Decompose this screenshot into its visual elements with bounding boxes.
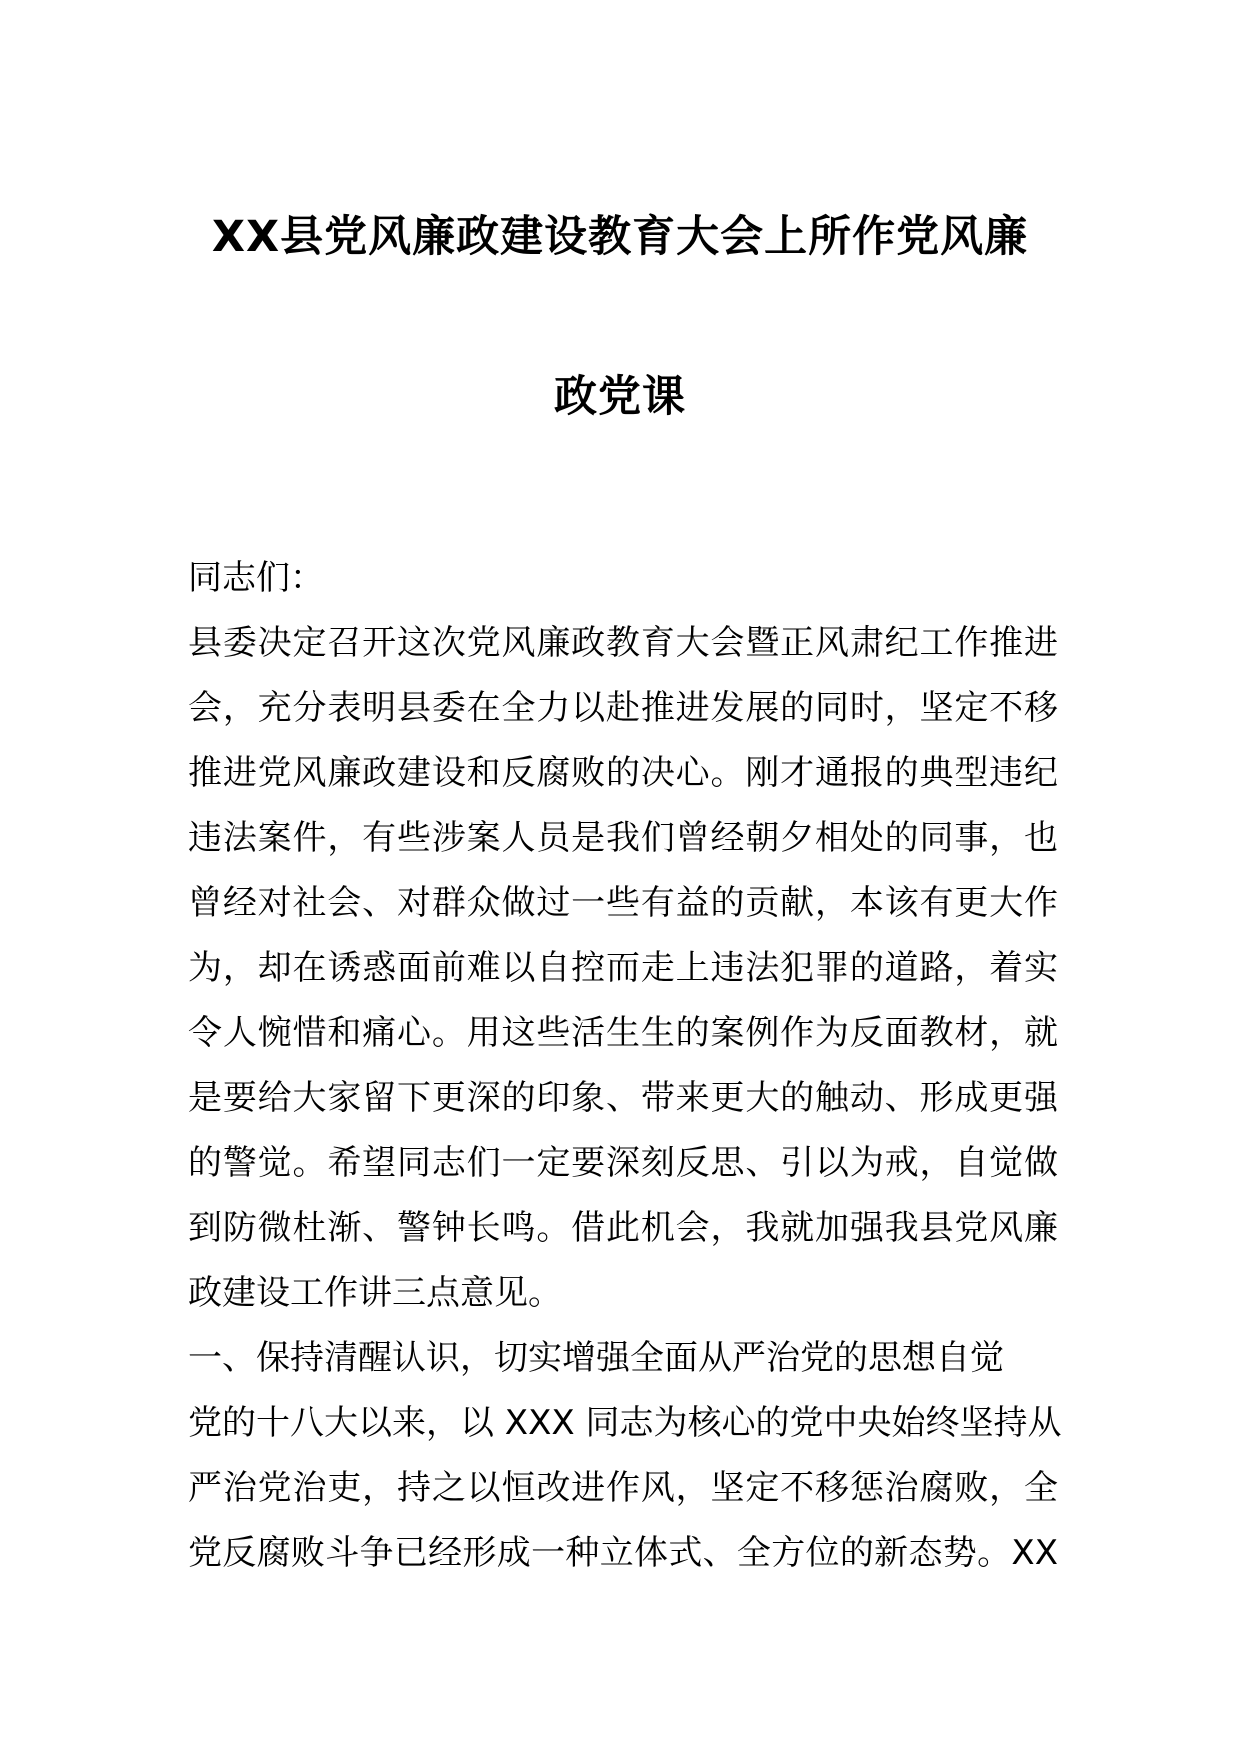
- body-line: 违法案件，有些涉案人员是我们曾经朝夕相处的同事，也: [188, 818, 1058, 858]
- body-line: 到防微杜渐、警钟长鸣。借此机会，我就加强我县党风廉: [188, 1208, 1058, 1248]
- body-line: 令人惋惜和痛心。用这些活生生的案例作为反面教材，就: [188, 1013, 1058, 1053]
- body-line: 的警觉。希望同志们一定要深刻反思、引以为戒，自觉做: [188, 1143, 1058, 1183]
- body-line: 曾经对社会、对群众做过一些有益的贡献，本该有更大作: [188, 883, 1058, 923]
- body-line: 党反腐败斗争已经形成一种立体式、全方位的新态势。XX: [188, 1533, 1058, 1573]
- body-line: 为，却在诱惑面前难以自控而走上违法犯罪的道路，着实: [188, 948, 1058, 988]
- body-line: 严治党治吏，持之以恒改进作风，坚定不移惩治腐败，全: [188, 1468, 1058, 1508]
- document-body: [188, 546, 1062, 1586]
- body-line: 同志们：: [188, 558, 324, 598]
- document-title-line-1: XX县党风廉政建设教育大会上所作党风廉: [211, 212, 1029, 262]
- body-line: 县委决定召开这次党风廉政教育大会暨正风肃纪工作推进: [188, 623, 1058, 663]
- body-line: 是要给大家留下更深的印象、带来更大的触动、形成更强: [188, 1078, 1058, 1118]
- body-line: 政建设工作讲三点意见。: [188, 1273, 562, 1313]
- body-line: 会，充分表明县委在全力以赴推进发展的同时，坚定不移: [188, 688, 1058, 728]
- body-line: 一、保持清醒认识，切实增强全面从严治党的思想自觉: [188, 1338, 1004, 1378]
- body-line: 推进党风廉政建设和反腐败的决心。刚才通报的典型违纪: [188, 753, 1058, 793]
- body-line: 党的十八大以来，以 XXX 同志为核心的党中央始终坚持从: [188, 1403, 1062, 1443]
- document-title-line-2: 政党课: [554, 372, 686, 422]
